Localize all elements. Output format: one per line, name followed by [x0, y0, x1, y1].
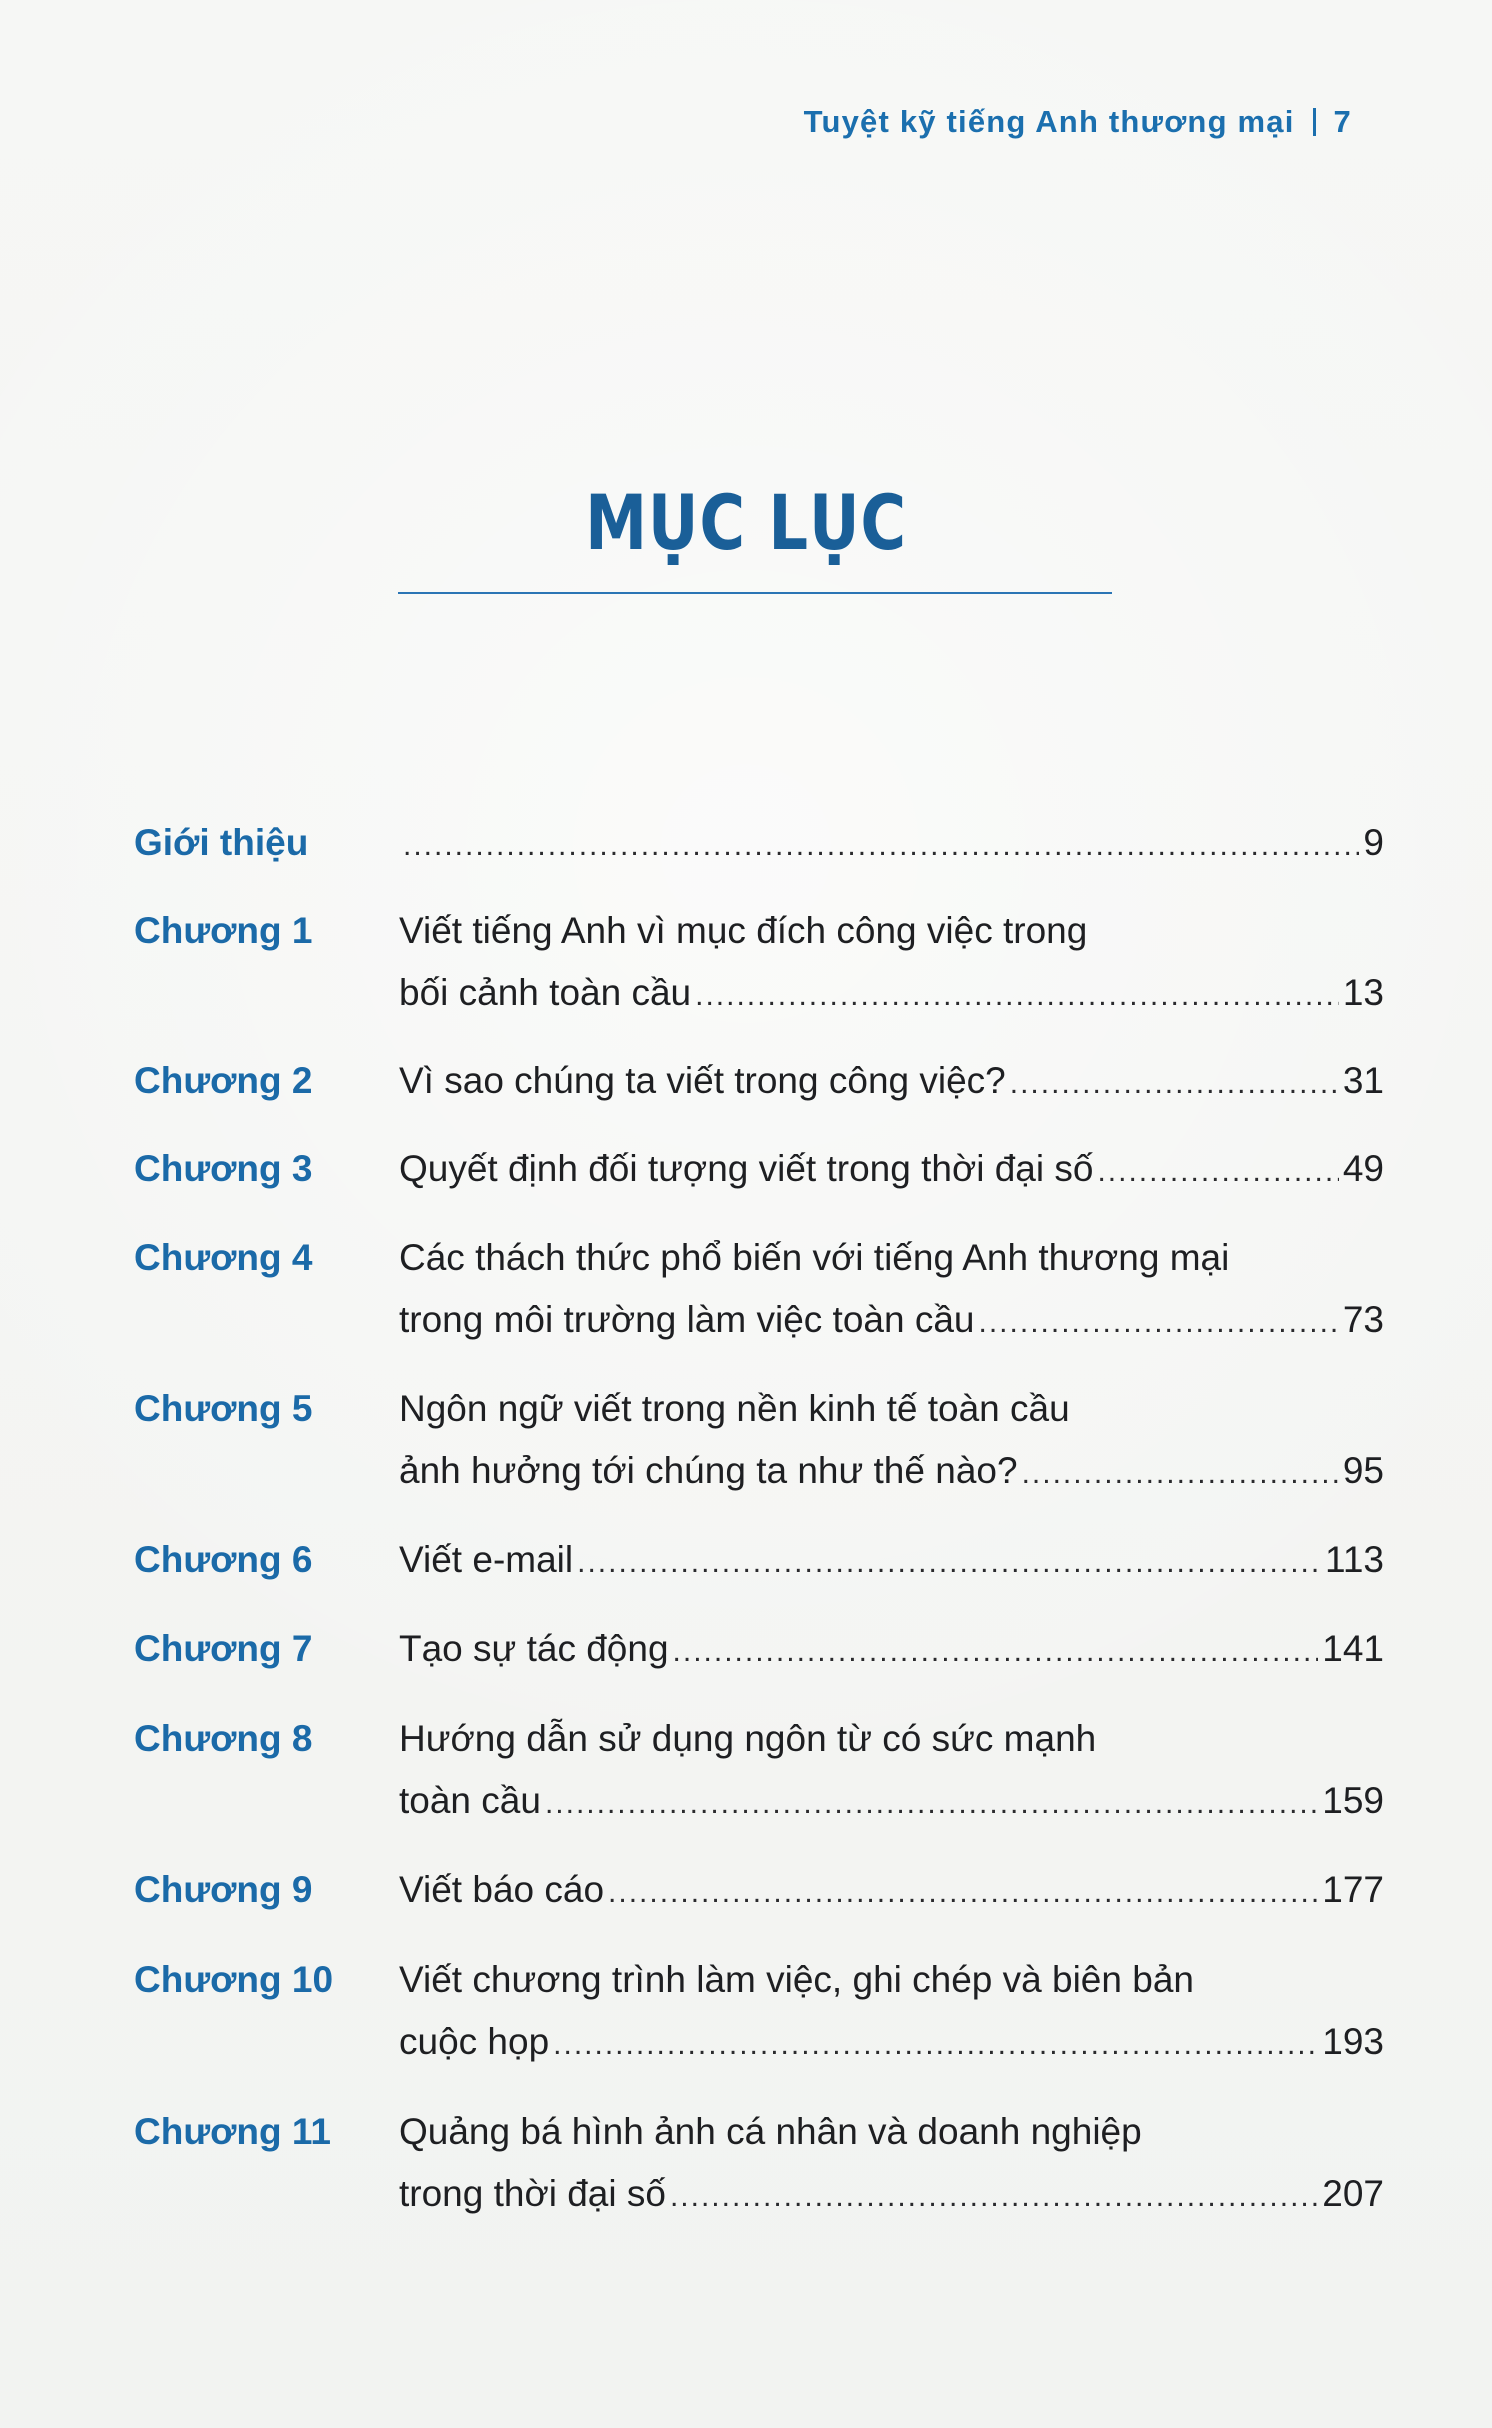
- toc-line: Quyết định đối tượng viết trong thời đại số: [399, 1148, 1094, 1189]
- toc-entry-text: [399, 1378, 1384, 1502]
- toc-page-number: 9: [1363, 822, 1384, 863]
- dot-leader: [403, 815, 1359, 877]
- toc-entry-text: [399, 1618, 1384, 1680]
- dot-leader: [673, 1621, 1319, 1683]
- toc-line: Tạo sự tác động: [399, 1628, 669, 1669]
- toc-page-number: 13: [1342, 972, 1384, 1013]
- toc-line: bối cảnh toàn cầu: [399, 972, 692, 1013]
- toc-line: trong thời đại số: [399, 2173, 666, 2214]
- title-underline: [398, 592, 1112, 594]
- toc-entry-text: [399, 1529, 1384, 1591]
- toc-chapter-label: Giới thiệu: [134, 822, 309, 863]
- dot-leader: [1097, 1141, 1338, 1203]
- toc-chapter-label: Chương 3: [134, 1148, 313, 1189]
- toc-chapter-label: Chương 10: [134, 1959, 334, 2000]
- toc-entry-text: [399, 1859, 1384, 1921]
- dot-leader: [979, 1292, 1339, 1354]
- toc-entry-text: [399, 1227, 1384, 1351]
- dot-leader: [670, 2166, 1318, 2228]
- toc-line: cuộc họp: [399, 2021, 550, 2062]
- toc-line: toàn cầu: [399, 1780, 541, 1821]
- toc-entry-text: [399, 2101, 1384, 2225]
- dot-leader: [577, 1532, 1321, 1594]
- toc-page-number: 73: [1342, 1299, 1384, 1340]
- toc-line: Viết chương trình làm việc, ghi chép và biên bản: [399, 1959, 1194, 2000]
- toc-entry-text: [399, 1138, 1384, 1200]
- toc-chapter-label: Chương 4: [134, 1237, 313, 1278]
- dot-leader: [695, 965, 1339, 1027]
- toc-chapter-label: Chương 1: [134, 910, 313, 951]
- toc-page-number: 159: [1322, 1780, 1384, 1821]
- toc-line: Ngôn ngữ viết trong nền kinh tế toàn cầu: [399, 1388, 1070, 1429]
- toc-line: trong môi trường làm việc toàn cầu: [399, 1299, 975, 1340]
- dot-leader: [545, 1773, 1318, 1835]
- toc-line: Vì sao chúng ta viết trong công việc?: [399, 1060, 1006, 1101]
- dot-leader: [608, 1862, 1318, 1924]
- toc-chapter-label: Chương 2: [134, 1060, 313, 1101]
- toc-line: Viết báo cáo: [399, 1869, 605, 1910]
- toc-line: Quảng bá hình ảnh cá nhân và doanh nghiệp: [399, 2111, 1142, 2152]
- toc-chapter-label: Chương 6: [134, 1539, 313, 1580]
- toc-chapter-label: Chương 8: [134, 1718, 313, 1759]
- page-title: MỤC LỤC: [585, 478, 907, 567]
- toc-chapter-label: Chương 9: [134, 1869, 313, 1910]
- toc-page-number: 141: [1322, 1628, 1384, 1669]
- toc-page-number: 193: [1322, 2021, 1384, 2062]
- dot-leader: [1022, 1443, 1339, 1505]
- toc-entry-text: [399, 812, 1384, 874]
- toc-line: Hướng dẫn sử dụng ngôn từ có sức mạnh: [399, 1718, 1097, 1759]
- toc-page-number: 95: [1342, 1450, 1384, 1491]
- toc-entry-text: [399, 1708, 1384, 1832]
- toc-line: Các thách thức phổ biến với tiếng Anh thương mại: [399, 1237, 1230, 1278]
- toc-page-number: 177: [1322, 1869, 1384, 1910]
- header-separator: [1313, 108, 1316, 136]
- toc-entry-text: [399, 1949, 1384, 2073]
- toc-line: ảnh hưởng tới chúng ta như thế nào?: [399, 1450, 1018, 1491]
- dot-leader: [553, 2014, 1318, 2076]
- toc-page-number: 31: [1342, 1060, 1384, 1101]
- toc-line: Viết e-mail: [399, 1539, 574, 1580]
- running-header: [804, 104, 1352, 140]
- toc-entry-text: [399, 900, 1384, 1024]
- header-page-number: 7: [1333, 104, 1352, 139]
- toc-chapter-label: Chương 5: [134, 1388, 313, 1429]
- toc-line: Viết tiếng Anh vì mục đích công việc trong: [399, 910, 1088, 951]
- running-title: Tuyệt kỹ tiếng Anh thương mại: [803, 104, 1295, 139]
- toc-page-number: 49: [1342, 1148, 1384, 1189]
- toc-page-number: 207: [1322, 2173, 1384, 2214]
- toc-chapter-label: Chương 11: [134, 2111, 332, 2152]
- toc-chapter-label: Chương 7: [134, 1628, 313, 1669]
- dot-leader: [1010, 1053, 1339, 1115]
- toc-page-number: 113: [1325, 1539, 1384, 1580]
- toc-entry-text: [399, 1050, 1384, 1112]
